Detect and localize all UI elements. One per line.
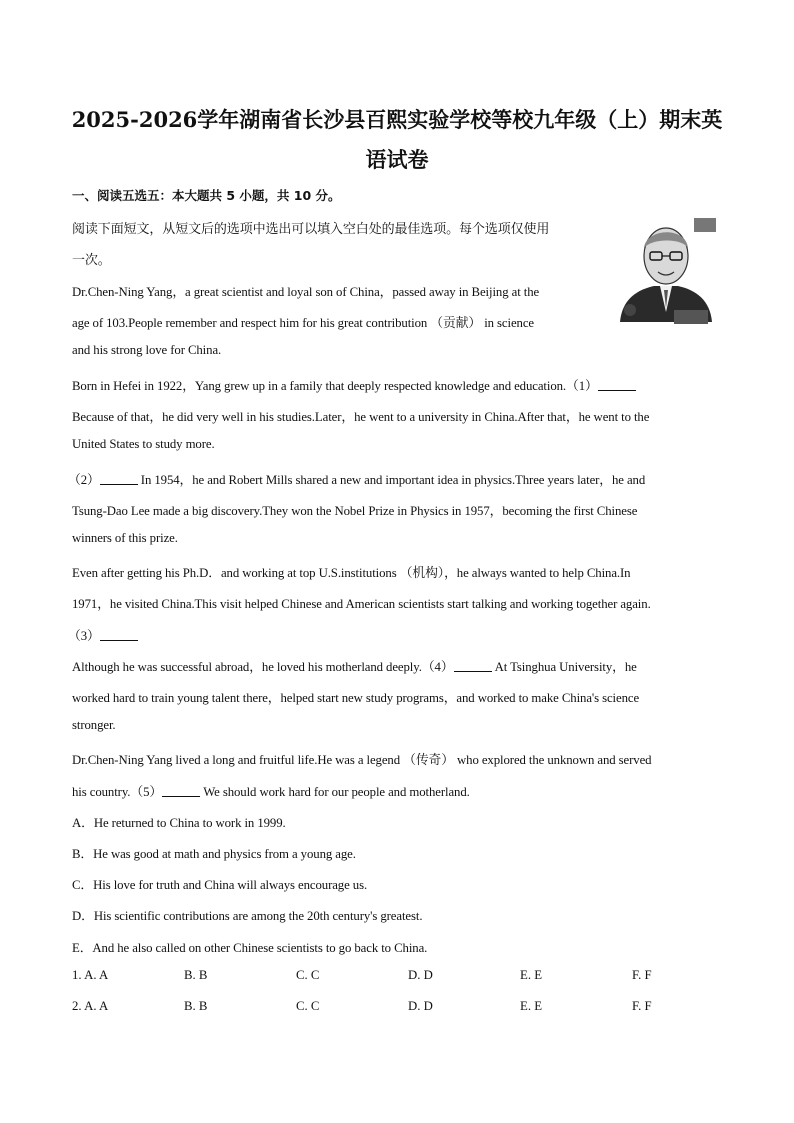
blank-3-number: （3） bbox=[68, 629, 100, 643]
passage-line-1: Dr.Chen-Ning Yang，a great scientist and loyal son of China，passed away in Beijing at the bbox=[72, 285, 540, 299]
answer-1-f[interactable]: F. F bbox=[632, 968, 652, 982]
passage-line-16: Dr.Chen-Ning Yang lived a long and fruitful life.He was a legend （传奇） who explored the unknown and served bbox=[72, 753, 652, 767]
answer-2-a[interactable]: 2. A. A bbox=[72, 999, 109, 1013]
blank-2-number: （2） bbox=[68, 473, 100, 487]
passage-line-12 bbox=[68, 625, 138, 644]
title-line-2: 语试卷 bbox=[365, 147, 429, 172]
option-d: D．His scientific contributions are among the 20th century's greatest. bbox=[72, 909, 423, 923]
blank-5 bbox=[162, 784, 200, 797]
exam-title bbox=[40, 100, 754, 180]
answer-row-1 bbox=[72, 968, 712, 984]
answer-row-2 bbox=[72, 999, 712, 1015]
instruction-line-1: 阅读下面短文，从短文后的选项中选出可以填入空白处的最佳选项。每个选项仅使用 bbox=[72, 222, 550, 237]
option-a: A．He returned to China to work in 1999. bbox=[72, 816, 286, 830]
answer-1-b[interactable]: B. B bbox=[184, 968, 208, 982]
answer-2-b[interactable]: B. B bbox=[184, 999, 208, 1013]
answer-2-f[interactable]: F. F bbox=[632, 999, 652, 1013]
passage-line-13 bbox=[72, 656, 637, 675]
passage-line-10: Even after getting his Ph.D．and working at top U.S.institutions （机构），he always wanted to help China.In bbox=[72, 566, 631, 580]
passage-line-9: winners of this prize. bbox=[72, 531, 178, 545]
answer-2-c[interactable]: C. C bbox=[296, 999, 320, 1013]
passage-line-7 bbox=[68, 469, 645, 488]
passage-line-3: and his strong love for China. bbox=[72, 343, 222, 357]
portrait-image bbox=[612, 212, 722, 330]
passage-line-2: age of 103.People remember and respect him for his great contribution （贡献） in science bbox=[72, 316, 534, 330]
passage-line-7-text: In 1954，he and Robert Mills shared a new and important idea in physics.Three years later，he and bbox=[137, 473, 646, 487]
passage-line-5: Because of that，he did very well in his studies.Later，he went to a university in China.After that，he went to the bbox=[72, 410, 650, 424]
passage-line-17-tail: We should work hard for our people and motherland. bbox=[200, 785, 470, 799]
answer-2-e[interactable]: E. E bbox=[520, 999, 543, 1013]
option-e: E．And he also called on other Chinese scientists to go back to China. bbox=[72, 941, 428, 955]
answer-1-d[interactable]: D. D bbox=[408, 968, 433, 982]
passage-line-15: stronger. bbox=[72, 718, 116, 732]
answer-2-d[interactable]: D. D bbox=[408, 999, 433, 1013]
passage-line-11: 1971，he visited China.This visit helped Chinese and American scientists start talking and working together again. bbox=[72, 597, 651, 611]
section-heading: 一、阅读五选五：本大题共 5 小题，共 10 分。 bbox=[72, 188, 341, 203]
blank-2 bbox=[100, 472, 138, 485]
passage-line-17-text: his country.（5） bbox=[72, 785, 163, 799]
option-b: B．He was good at math and physics from a young age. bbox=[72, 847, 356, 861]
passage-line-4-text: Born in Hefei in 1922，Yang grew up in a family that deeply respected knowledge and education.（1） bbox=[72, 379, 598, 393]
passage-line-4 bbox=[72, 375, 636, 394]
answer-1-e[interactable]: E. E bbox=[520, 968, 543, 982]
answer-1-c[interactable]: C. C bbox=[296, 968, 320, 982]
passage-line-13-tail: At Tsinghua University，he bbox=[491, 660, 637, 674]
passage-line-6: United States to study more. bbox=[72, 437, 215, 451]
option-c: C．His love for truth and China will always encourage us. bbox=[72, 878, 368, 892]
passage-line-17 bbox=[72, 781, 470, 800]
passage-line-8: Tsung-Dao Lee made a big discovery.They won the Nobel Prize in Physics in 1957，becoming the first Chinese bbox=[72, 504, 638, 518]
answer-1-a[interactable]: 1. A. A bbox=[72, 968, 109, 982]
title-line-1: 2025-2026学年湖南省长沙县百熙实验学校等校九年级（上）期末英 bbox=[71, 107, 723, 132]
passage-line-13-text: Although he was successful abroad，he loved his motherland deeply.（4） bbox=[72, 660, 454, 674]
blank-1 bbox=[598, 378, 636, 391]
passage-line-14: worked hard to train young talent there，helped start new study programs，and worked to make China's science bbox=[72, 691, 640, 705]
instruction-line-2: 一次。 bbox=[72, 253, 111, 268]
blank-4 bbox=[454, 659, 492, 672]
blank-3 bbox=[100, 628, 138, 641]
